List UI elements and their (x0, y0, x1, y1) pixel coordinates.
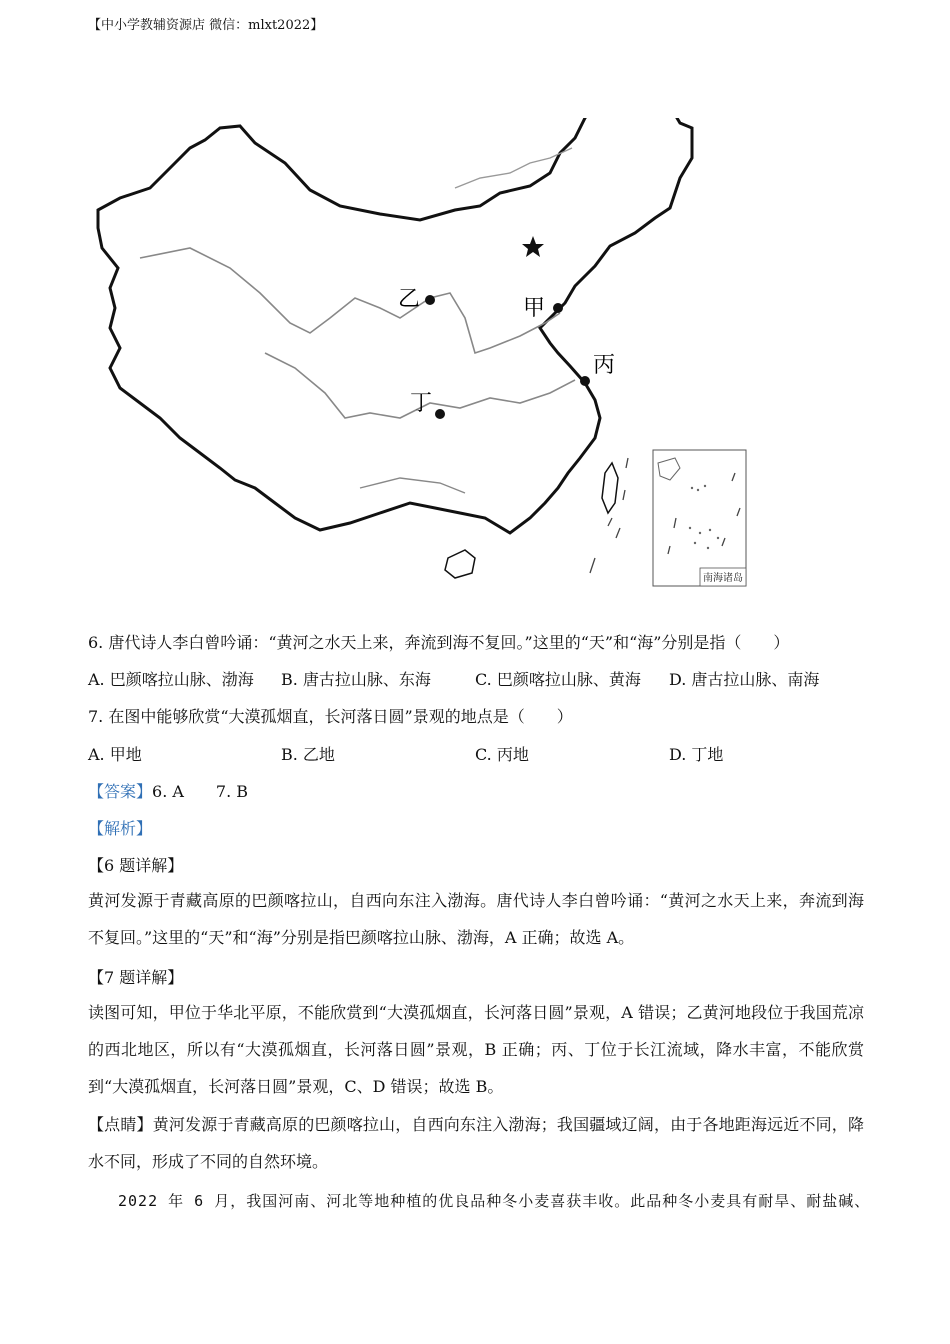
pearl-river (360, 478, 465, 493)
label-jia: 甲 (523, 296, 546, 321)
q7-option-d: D. 丁地 (669, 745, 724, 764)
point-ding (435, 409, 445, 419)
q6-option-a: A. 巴颜喀拉山脉、渤海 (88, 670, 254, 689)
point-jia (553, 303, 563, 313)
answer-label: 【答案】 (88, 782, 153, 801)
tip-text: 黄河发源于青藏高原的巴颜喀拉山，自西向东注入渤海；我国疆域辽阔，由于各地距海远近不同，降水不同，形成了不同的自然环境。 (88, 1115, 864, 1171)
label-bing: 丙 (593, 353, 616, 378)
point-yi (425, 295, 435, 305)
next-paragraph: 2022 年 6 月，我国河南、河北等地种植的优良品种冬小麦喜获丰收。此品种冬小麦具有耐旱、耐盐碱、 (118, 1192, 871, 1210)
answer-line (88, 779, 248, 802)
south-sea-inset (653, 450, 746, 586)
china-map-svg (80, 118, 760, 598)
page-header: 【中小学教辅资源店 微信：mlxt2022】 (88, 18, 324, 33)
yellow-river (140, 248, 560, 353)
inset-caption: 南海诸岛 (703, 573, 743, 584)
detail7-text: 读图可知，甲位于华北平原，不能欣赏到“大漠孤烟直，长河落日圆”景观，A 错误；乙黄河地段位于我国荒凉的西北地区，所以有“大漠孤烟直，长河落日圆”景观，B 正确；丙、丁位于长江流域，降水丰富，不能欣赏到“大漠孤烟直，长河落日圆”景观，C、D 错误；故选 B。 (88, 1003, 864, 1096)
china-border (98, 118, 692, 533)
answer-text: 6. A 7. B (152, 782, 249, 801)
q7-option-c: C. 丙地 (475, 745, 529, 764)
hainan-island (445, 550, 475, 578)
detail6-text: 黄河发源于青藏高原的巴颜喀拉山，自西向东注入渤海。唐代诗人李白曾吟诵：“黄河之水天上来，奔流到海不复回。”这里的“天”和“海”分别是指巴颜喀拉山脉、渤海，A 正确；故选 A。 (88, 891, 864, 947)
label-ding: 丁 (410, 391, 433, 416)
q6-option-d: D. 唐古拉山脉、南海 (669, 670, 820, 689)
capital-star-icon (522, 236, 544, 257)
q6-stem: 6. 唐代诗人李白曾吟诵：“黄河之水天上来，奔流到海不复回。”这里的“天”和“海”分别是指（ ） (88, 633, 790, 652)
q6-option-b: B. 唐古拉山脉、东海 (281, 670, 431, 689)
china-map (80, 118, 760, 598)
q7-option-a: A. 甲地 (88, 745, 142, 764)
northeast-river (455, 148, 572, 188)
detail7-label: 【7 题详解】 (88, 968, 184, 987)
tip-block (88, 1106, 864, 1180)
point-bing (580, 376, 590, 386)
sea-dashes (590, 458, 628, 573)
analysis-label: 【解析】 (88, 819, 153, 838)
detail6-label: 【6 题详解】 (88, 856, 184, 875)
q6-option-c: C. 巴颜喀拉山脉、黄海 (475, 670, 641, 689)
label-yi: 乙 (398, 287, 421, 312)
q7-stem: 7. 在图中能够欣赏“大漠孤烟直，长河落日圆”景观的地点是（ ） (88, 707, 573, 726)
q7-option-b: B. 乙地 (281, 745, 335, 764)
taiwan-island (602, 463, 618, 513)
tip-label: 【点睛】 (88, 1115, 153, 1134)
